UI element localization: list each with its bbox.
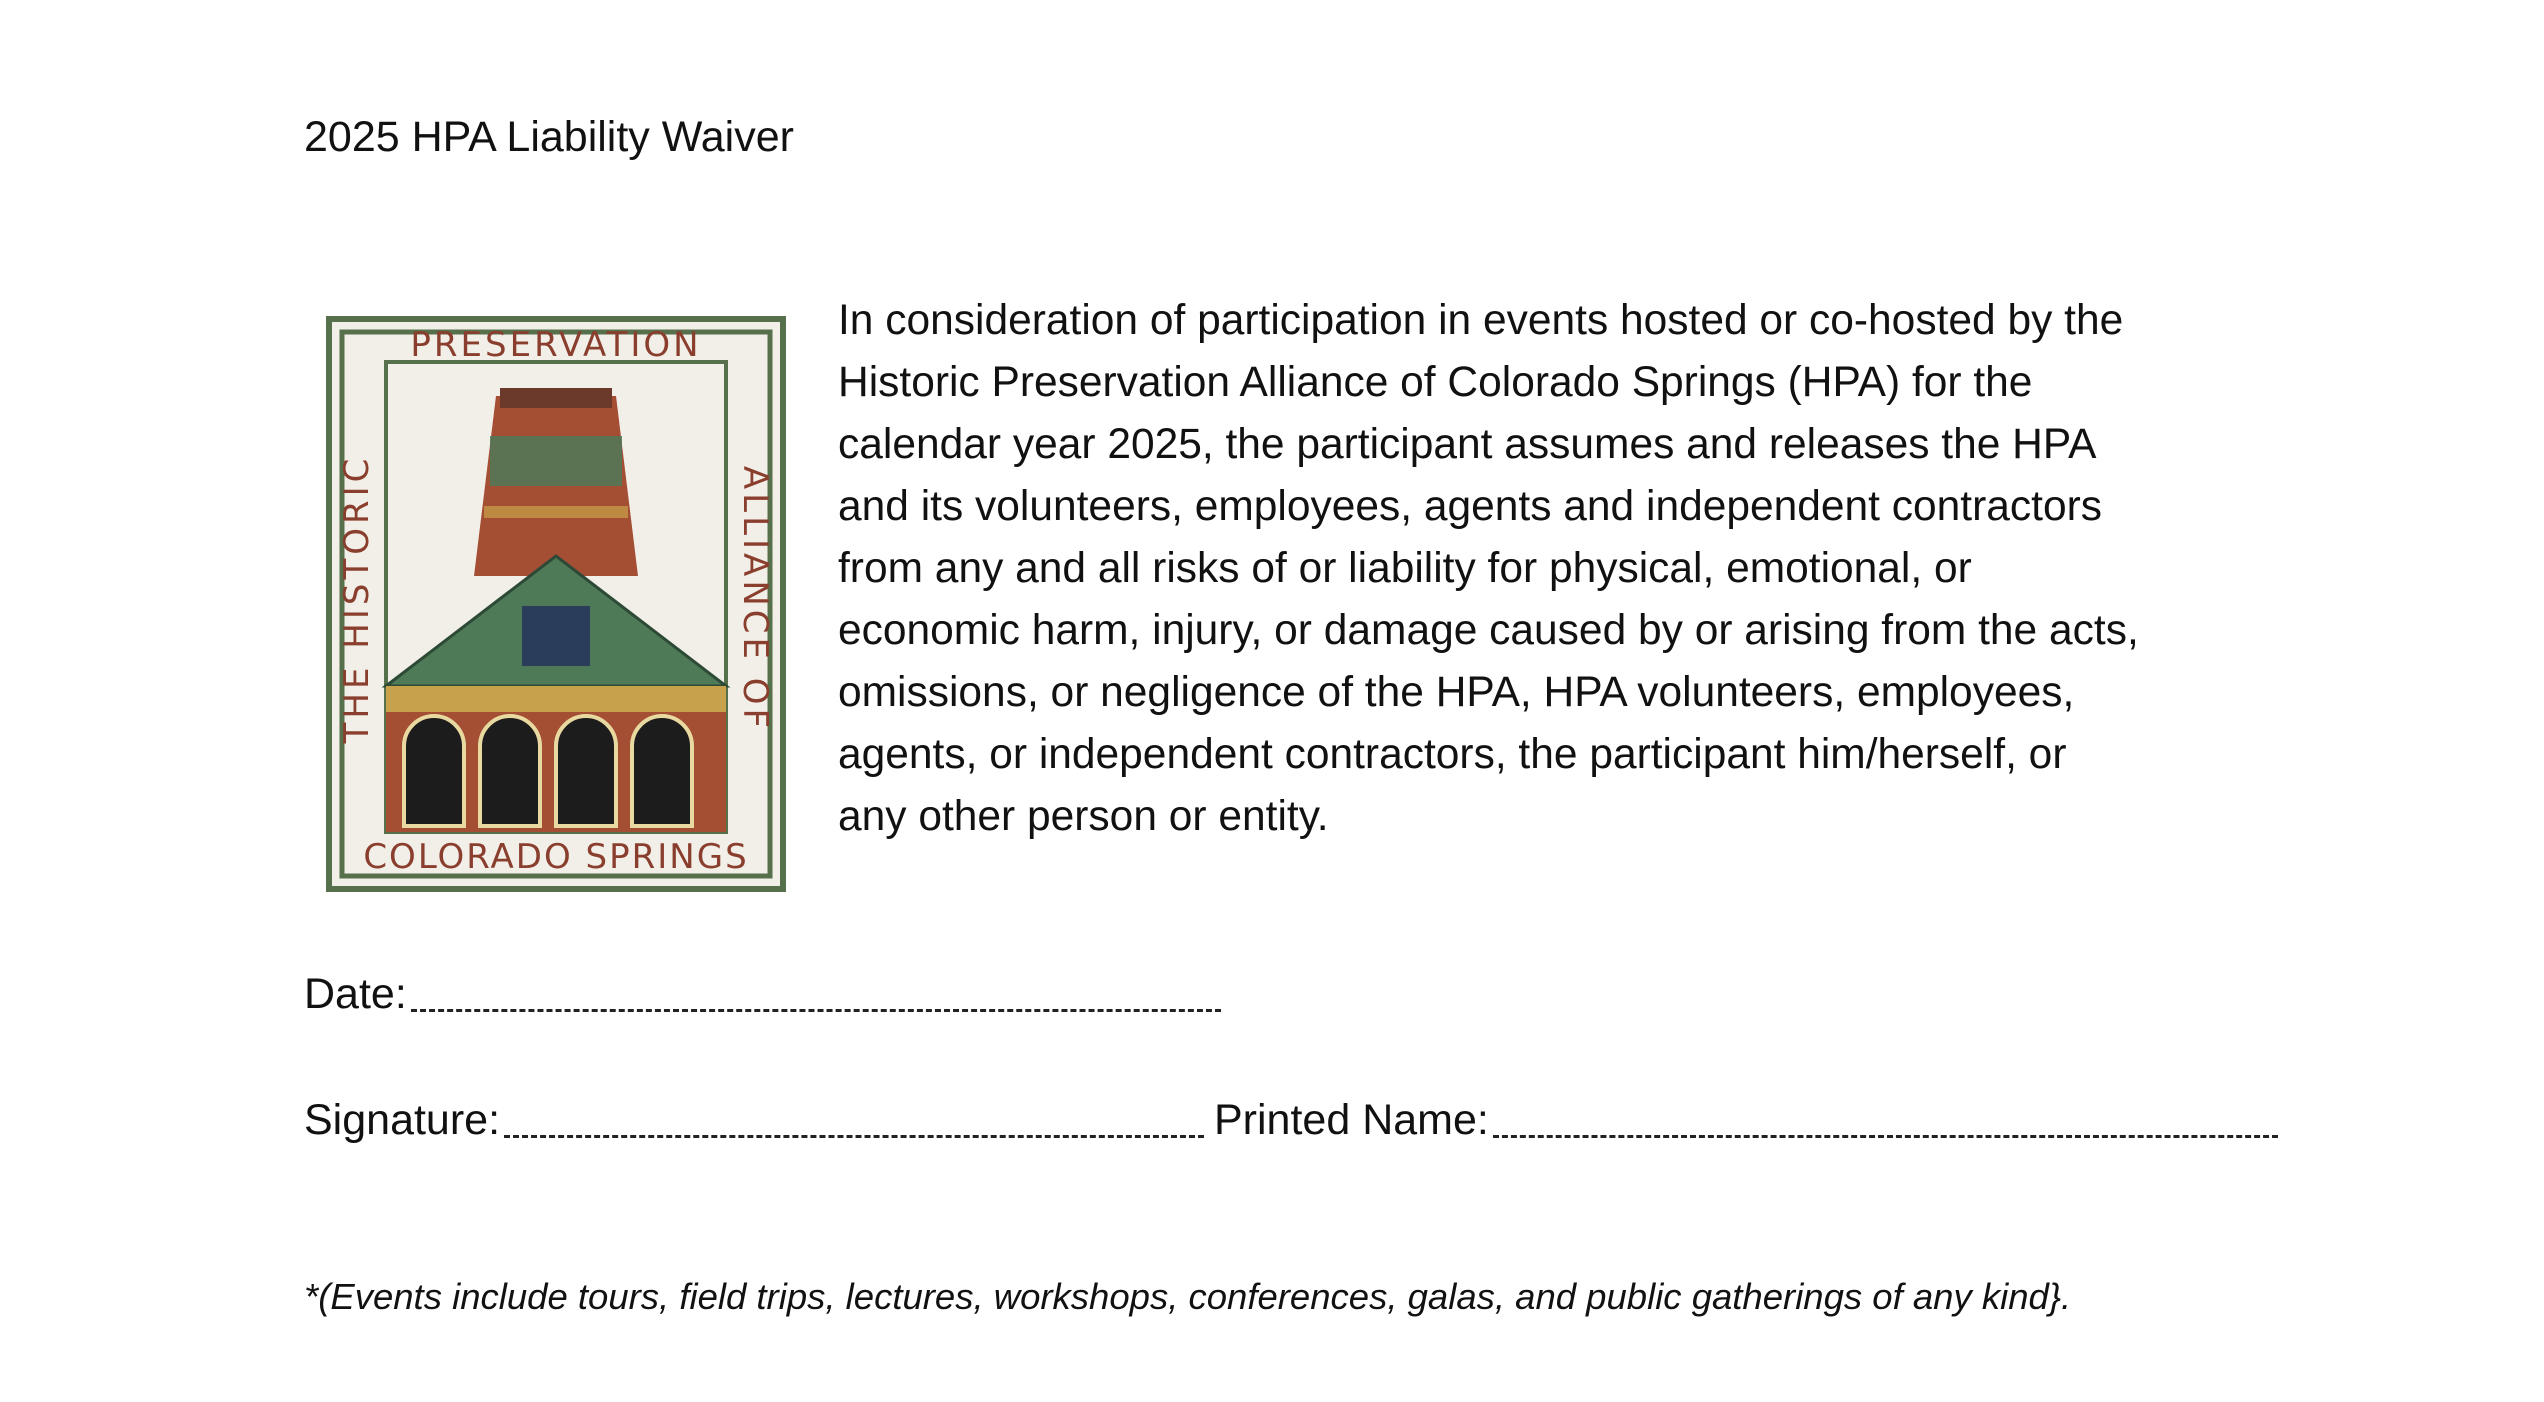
waiver-line: agents, or independent contractors, the participant him/herself, or: [838, 731, 2067, 778]
date-label: Date:: [304, 970, 407, 1018]
logo-gable-window: [522, 606, 590, 666]
waiver-line: omissions, or negligence of the HPA, HPA volunteers, employees,: [838, 669, 2075, 716]
date-field: [304, 970, 1221, 1019]
waiver-line: economic harm, injury, or damage caused by or arising from the acts,: [838, 607, 2139, 654]
printed-name-label: Printed Name:: [1214, 1096, 1489, 1144]
logo-text-right: ALLIANCE OF: [735, 465, 775, 733]
waiver-line: any other person or entity.: [838, 793, 1329, 840]
hpa-logo-graphic: [326, 316, 786, 892]
logo-tower-tile-band: [490, 436, 622, 486]
signature-input-line[interactable]: [504, 1135, 1204, 1138]
logo-window-3: [556, 716, 616, 826]
logo-tower-trim: [484, 506, 628, 518]
waiver-text: [838, 290, 2278, 848]
document-title: 2025 HPA Liability Waiver: [304, 113, 794, 161]
waiver-line: calendar year 2025, the participant assumes and releases the HPA: [838, 421, 2097, 468]
signature-field: [304, 1096, 1204, 1145]
logo-window-4: [632, 716, 692, 826]
printed-name-input-line[interactable]: [1493, 1135, 2278, 1138]
waiver-line: In consideration of participation in events hosted or co-hosted by the: [838, 297, 2124, 344]
date-input-line[interactable]: [411, 1009, 1221, 1012]
hpa-logo: [326, 316, 786, 892]
signature-label: Signature:: [304, 1096, 501, 1144]
logo-cornice: [386, 686, 726, 712]
logo-text-bottom: COLORADO SPRINGS: [363, 837, 749, 877]
logo-tower-top: [500, 388, 612, 408]
waiver-line: Historic Preservation Alliance of Colorado Springs (HPA) for the: [838, 359, 2033, 406]
waiver-line: from any and all risks of or liability for physical, emotional, or: [838, 545, 1972, 592]
waiver-line: and its volunteers, employees, agents and independent contractors: [838, 483, 2103, 530]
printed-name-field: [1214, 1096, 2278, 1145]
logo-text-top: PRESERVATION: [410, 325, 702, 365]
logo-text-left: THE HISTORIC: [337, 454, 377, 744]
logo-window-2: [480, 716, 540, 826]
footnote: *(Events include tours, field trips, lectures, workshops, conferences, galas, and public gatherings of any kind}.: [304, 1276, 2072, 1317]
logo-window-1: [404, 716, 464, 826]
